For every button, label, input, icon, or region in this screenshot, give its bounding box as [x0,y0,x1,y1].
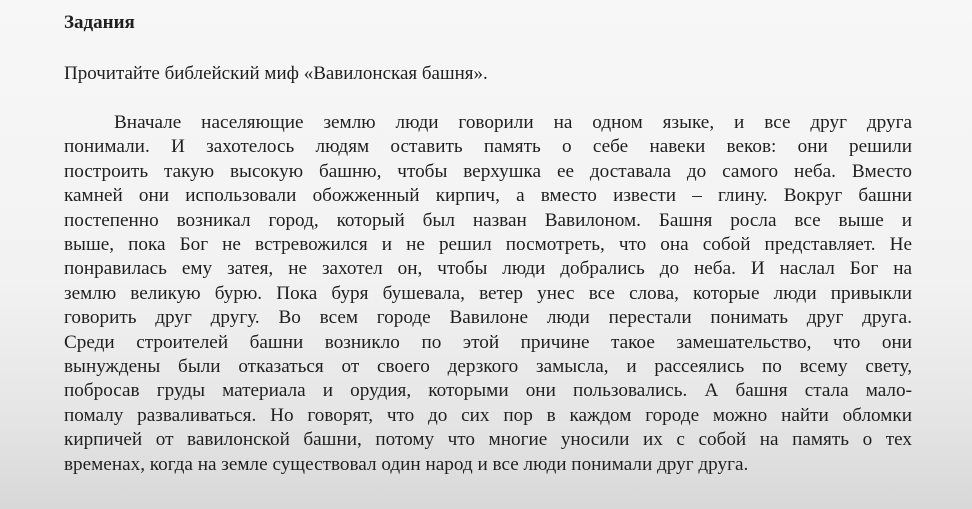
text-line: понимали. И захотелось людям оставить память о себе навеки веков: они решили [64,136,912,158]
text-line: временах, когда на земле существовал один народ и все люди понимали друг друга. [64,453,749,475]
text-line: вынуждены были отказаться от своего дерзкого замысла, и рассеялись по всему свету, [64,356,912,378]
section-heading: Задания [64,12,135,33]
text-line: камней они использовали обожженный кирпич, а вместо извести – глину. Вокруг башни [64,185,912,207]
text-line: постепенно возникал город, который был назван Вавилоном. Башня росла все выше и [64,209,912,231]
text-line: Среди строителей башни возникло по этой причине такое замешательство, что они [64,331,912,353]
text-line: понравилась ему затея, не захотел он, чтобы люди добрались до неба. И наслал Бог на [64,258,912,280]
text-line: кирпичей от вавилонской башни, потому что многие уносили их с собой на память о тех [64,429,912,451]
text-line: говорить друг другу. Во всем городе Вавилоне люди перестали понимать друг друга. [64,307,912,329]
task-instruction: Прочитайте библейский миф «Вавилонская башня». [64,63,488,84]
text-line: помалу разваливаться. Но говорят, что до сих пор в каждом городе можно найти обломки [64,404,912,426]
myth-text [64,111,912,477]
text-line: побросав груды материала и орудия, которыми они пользовались. А башня стала мало- [64,380,912,402]
text-line: Вначале населяющие землю люди говорили на одном языке, и все друг друга [114,112,912,133]
text-line: землю великую бурю. Пока буря бушевала, ветер унес все слова, которые люди привыкли [64,282,912,304]
text-line: выше, пока Бог не встревожился и не решил посмотреть, что она собой представляет. Не [64,234,912,256]
text-line: построить такую высокую башню, чтобы верхушка ее доставала до самого неба. Вместо [64,160,912,182]
